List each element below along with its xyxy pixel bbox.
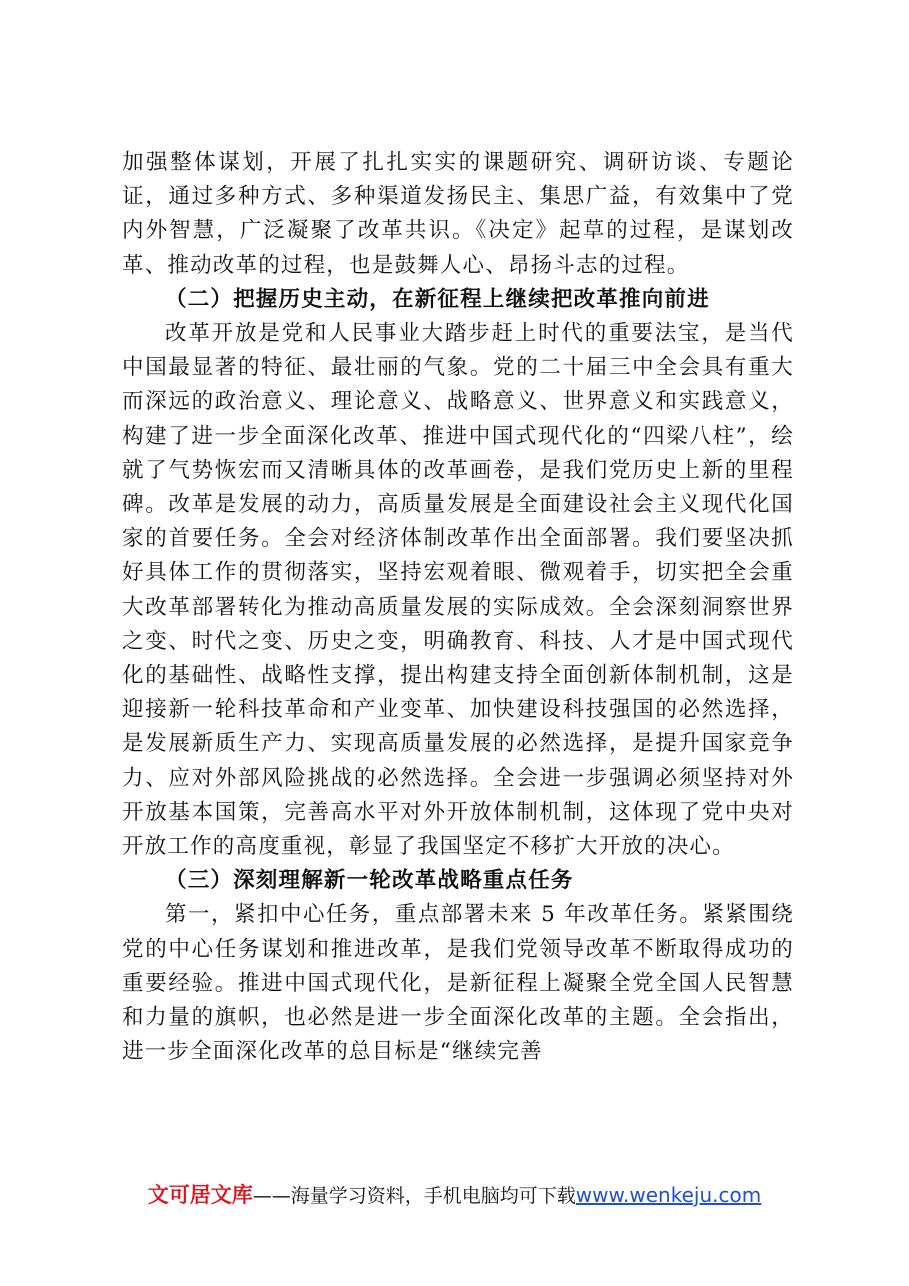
section-heading-2: （二）把握历史主动，在新征程上继续把改革推向前进 — [165, 286, 710, 312]
section-heading-3: （三）深刻理解新一轮改革战略重点任务 — [165, 868, 574, 894]
footer-site-link[interactable]: www.wenkeju.com — [575, 1183, 762, 1207]
footer-slogan: ——海量学习资料，手机电脑均可下载 — [252, 1185, 576, 1207]
document-body — [122, 146, 794, 1069]
paragraph-reform-opening: 改革开放是党和人民事业大踏步赶上时代的重要法宝，是当代中国最显著的特征、最壮丽的气象。党的二十届三中全会具有重大而深远的政治意义、理论意义、战略意义、世界意义和实践意义，构建了进一步全面深化改革、推进中国式现代化的“四梁八柱”，绘就了气势恢宏而又清晰具体的改革画卷，是我们党历史上新的里程碑。改革是发展的动力，高质量发展是全面建设社会主义现代化国家的首要任务。全会对经济体制改革作出全面部署。我们要坚决抓好具体工作的贯彻落实，坚持宏观着眼、微观着手，切实把全会重大改革部署转化为推动高质量发展的实际成效。全会深刻洞察世界之变、时代之变、历史之变，明确教育、科技、人才是中国式现代化的基础性、战略性支撑，提出构建支持全面创新体制机制，这是迎接新一轮科技革命和产业变革、加快建设科技强国的必然选择，是发展新质生产力、实现高质量发展的必然选择，是提升国家竞争力、应对外部风险挑战的必然选择。全会进一步强调必须坚持对外开放基本国策，完善高水平对外开放体制机制，这体现了党中央对开放工作的高度重视，彰显了我国坚定不移扩大开放的决心。 — [122, 321, 794, 860]
paragraph-continued: 加强整体谋划，开展了扎扎实实的课题研究、调研访谈、专题论证，通过多种方式、多种渠道发扬民主、集思广益，有效集中了党内外智慧，广泛凝聚了改革共识。《决定》起草的过程，是谋划改革、推动改革的过程，也是鼓舞人心、昂扬斗志的过程。 — [122, 150, 794, 278]
footer-brand: 文可居文库 — [147, 1183, 253, 1207]
paragraph-central-task: 第一，紧扣中心任务，重点部署未来 5 年改革任务。紧紧围绕党的中心任务谋划和推进改革，是我们党领导改革不断取得成功的重要经验。推进中国式现代化，是新征程上凝聚全党全国人民智慧和力量的旗帜，也必然是进一步全面深化改革的主题。全会指出，进一步全面深化改革的总目标是“继续完善 — [122, 902, 794, 1065]
footer-banner — [0, 1180, 909, 1211]
